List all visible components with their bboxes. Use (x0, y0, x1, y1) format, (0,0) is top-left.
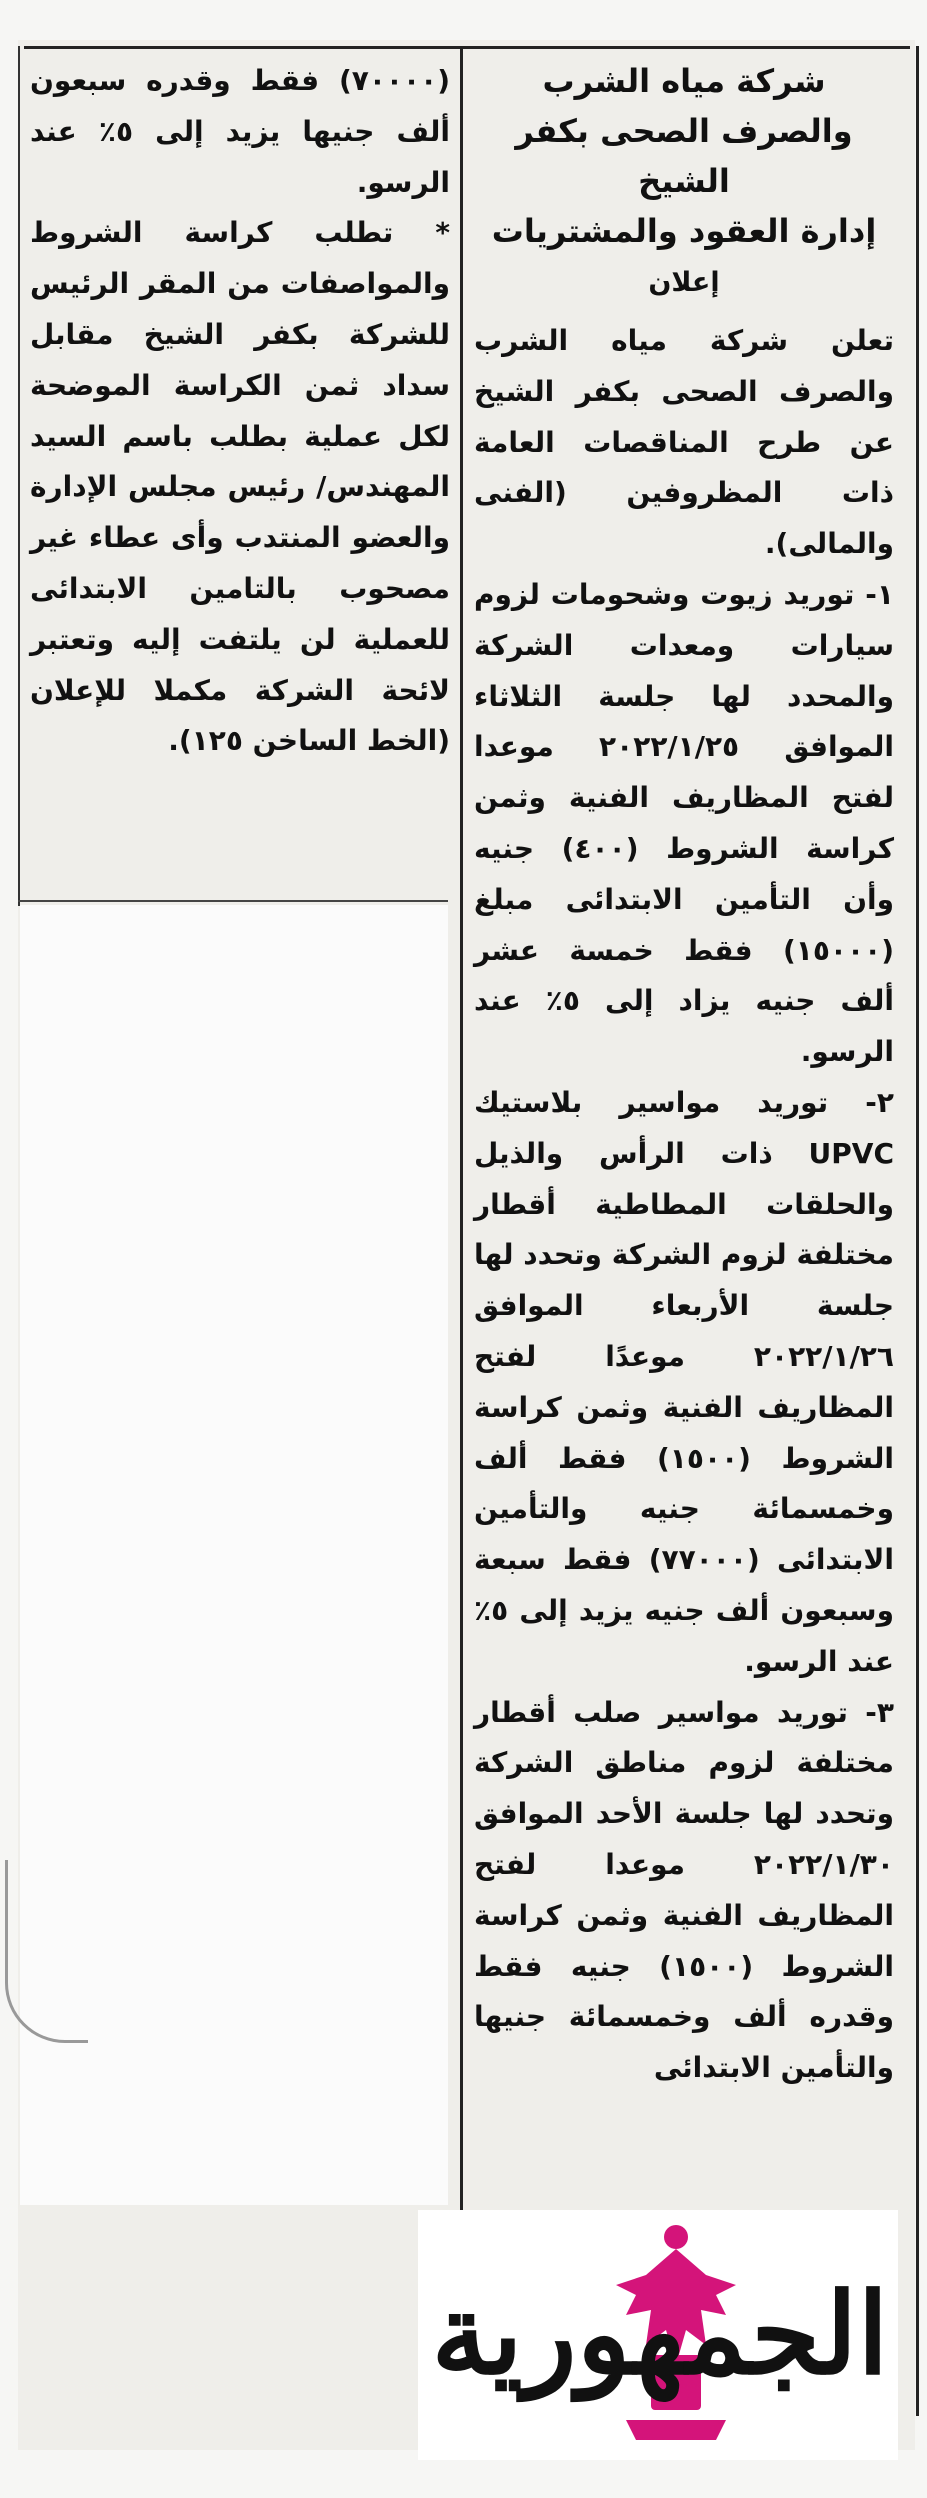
right-column (474, 56, 894, 2094)
terms-paragraph: * تطلب كراسة الشروط والمواصفات من المقر الرئيس للشركة بكفر الشيخ مقابل سداد ثمن الكراسة الموضحة لكل عملية بطلب باسم السيد المهندس/ رئيس مجلس الإدارة والعضو المنتدب وأى عطاء غير مصحوب بالتامين الابتدائى للعملية لن يلتفت إليه وتعتبر لائحة الشركة مكملا للإعلان (الخط الساخن ١٢٥). (30, 216, 450, 758)
company-header: شركة مياه الشرب والصرف الصحى بكفر الشيخ (515, 62, 853, 200)
logo-wordmark: الجمهورية (431, 2269, 889, 2400)
left-border (18, 46, 20, 906)
left-column-bottom-rule (18, 900, 448, 902)
column-divider (460, 46, 463, 2226)
page-curl (5, 1860, 88, 2043)
tender-item-2: ٢- توريد مواسير بلاستيك UPVC ذات الرأس والذيل والحلقات المطاطية أقطار مختلفة لزوم الشركة وتحدد لها جلسة الأربعاء الموافق ٢٠٢٢/١/٢٦ موعدًا لفتح المظاريف الفنية وثمن كراسة الشروط (١٥٠٠) فقط ألف وخمسمائة جنيه والتأمين الابتدائى (٧٧٠٠٠) فقط سبعة وسبعون ألف جنيه يزيد إلى ٥٪ عند الرسو. (474, 1085, 894, 1678)
tender-item-1: ١- توريد زيوت وشحومات لزوم سيارات ومعدات الشركة والمحدد لها جلسة الثلاثاء الموافق ٢٠٢٢/١/٢٥ موعدا لفتح المظاريف الفنية وثمن كراسة الشروط (٤٠٠) جنيه وأن التأمين الابتدائى مبلغ (١٥٠٠٠) فقط خمسة عشر ألف جنيه يزاد إلى ٥٪ عند الرسو. (474, 577, 894, 1069)
left-column (30, 56, 450, 767)
notice-label: إعلان (648, 267, 720, 298)
item-3-continuation: (٧٠٠٠٠) فقط وقدره سبعون ألف جنيها يزيد إلى ٥٪ عند الرسو. (30, 64, 451, 199)
department-header: إدارة العقود والمشتريات (491, 212, 877, 250)
tender-item-3: ٣- توريد مواسير صلب أقطار مختلفة لزوم مناطق الشركة وتحدد لها جلسة الأحد الموافق ٢٠٢٢/١/٣٠ موعدا لفتح المظاريف الفنية وثمن كراسة الشروط (١٥٠٠) جنيه فقط وقدره ألف وخمسمائة جنيها والتأمين الابتدائى (474, 1695, 894, 2085)
right-border (916, 46, 919, 2416)
intro-paragraph: تعلن شركة مياه الشرب والصرف الصحى بكفر الشيخ عن طرح المناقصات العامة ذات المظروفين (الفنى والمالى). (474, 324, 894, 561)
top-border (24, 46, 910, 49)
